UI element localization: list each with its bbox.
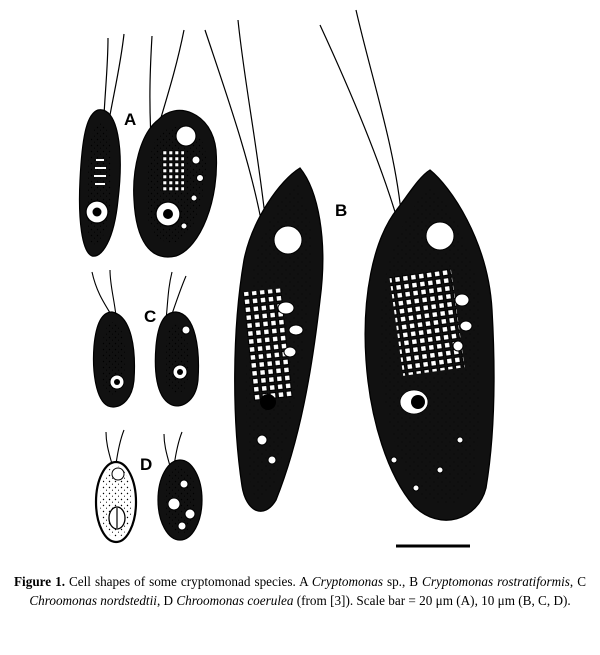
panel-label-b: B — [335, 201, 348, 220]
caption-text-5: (from [3]). Scale bar = 20 μm (A), 10 μm (B, C, D). — [293, 593, 571, 608]
caption-text-3: , C — [569, 574, 586, 589]
caption-species-c: Chroomonas nordstedtii — [29, 593, 157, 608]
panel-b-cell-1 — [205, 20, 347, 511]
panel-label-c: C — [144, 307, 157, 326]
caption-text-1: Cell shapes of some cryptomonad species. A — [65, 574, 312, 589]
panel-a-cells — [80, 30, 217, 257]
panel-label-d: D — [140, 455, 153, 474]
caption-species-d: Chroomonas coerulea — [176, 593, 294, 608]
figure-caption — [14, 572, 586, 610]
panel-d-cells — [96, 430, 202, 542]
caption-label: Figure 1. — [14, 574, 65, 589]
panel-b-cell-2 — [320, 10, 494, 520]
panel-c-cells — [92, 270, 198, 407]
panel-label-a: A — [124, 110, 137, 129]
caption-species-a: Cryptomonas — [311, 574, 383, 589]
caption-text-2: sp., B — [382, 574, 423, 589]
caption-species-b: Cryptomonas rostratiformis — [422, 574, 570, 589]
caption-text-4: , D — [156, 593, 177, 608]
